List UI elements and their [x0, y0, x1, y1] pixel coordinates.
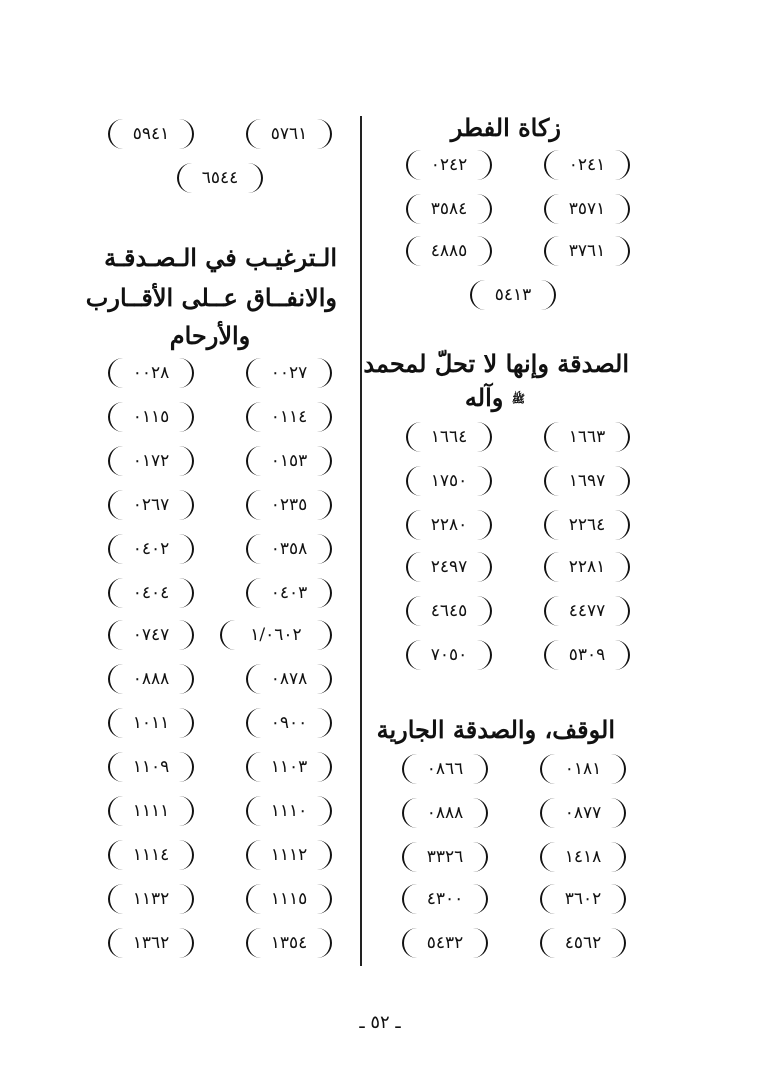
ref-number: ٠٣٥٨ [246, 534, 332, 564]
ref-number: ٤٤٧٧ [544, 596, 630, 626]
ref-number: ٥٧٦١ [246, 119, 332, 149]
ref-number: ٠٨٨٨ [402, 798, 488, 828]
section-title-sadaqa-line2 [465, 380, 525, 418]
ref-number: ٢٤٩٧ [406, 552, 492, 582]
ref-number: ١٣٦٢ [108, 928, 194, 958]
ref-number: ١١١٥ [246, 884, 332, 914]
ref-number: ٠٢٦٧ [108, 490, 194, 520]
ref-number: ٣٧٦١ [544, 236, 630, 266]
ref-number: ٢٢٦٤ [544, 510, 630, 540]
ref-number: ١٣٥٤ [246, 928, 332, 958]
ref-number: ٣٥٨٤ [406, 194, 492, 224]
section-title-tarhib-line3: والأرحام [169, 321, 251, 350]
ref-number: ٠١٧٢ [108, 446, 194, 476]
ref-number: ٤٦٤٥ [406, 596, 492, 626]
ref-number: ٠٨٦٦ [402, 754, 488, 784]
ref-number: ٠٢٤٢ [406, 150, 492, 180]
ref-number: ٧٠٥٠ [406, 640, 492, 670]
section-title-sadaqa-line1: الصدقة وإنها لا تحلّ لمحمد [363, 349, 629, 378]
column-divider [360, 116, 362, 966]
ref-number: ١١٠٣ [246, 752, 332, 782]
ref-number: ٠١٥٣ [246, 446, 332, 476]
section-title-zakat: زكاة الفطر [450, 113, 561, 142]
ref-number: ٠٤٠٣ [246, 578, 332, 608]
ref-number: ٠١١٥ [108, 402, 194, 432]
ref-number: ٤٥٦٢ [540, 928, 626, 958]
ref-number: ٠٠٢٨ [108, 358, 194, 388]
ref-number: ١١١٠ [246, 796, 332, 826]
ref-number: ١٠١١ [108, 708, 194, 738]
ref-number: ٤٣٠٠ [402, 884, 488, 914]
section-title-waqf: الوقف، والصدقة الجارية [376, 715, 615, 744]
ref-number: ٢٢٨٠ [406, 510, 492, 540]
ref-number: ٣٦٠٢ [540, 884, 626, 914]
ref-number: ٠٠٢٧ [246, 358, 332, 388]
ref-number: ٤٨٨٥ [406, 236, 492, 266]
ref-number: ١١١١ [108, 796, 194, 826]
ref-number: ١٦٦٤ [406, 422, 492, 452]
ref-number: ٢٢٨١ [544, 552, 630, 582]
ref-number: ٥٤٣٢ [402, 928, 488, 958]
ref-number: ٣٣٢٦ [402, 842, 488, 872]
ref-number: ٠٨٨٨ [108, 664, 194, 694]
ref-number: ١١١٤ [108, 840, 194, 870]
ref-number: ١١١٢ [246, 840, 332, 870]
ref-number: ٠٤٠٢ [108, 534, 194, 564]
ref-number: ١٧٥٠ [406, 466, 492, 496]
ref-number: ١٦٩٧ [544, 466, 630, 496]
ref-number: ١٦٦٣ [544, 422, 630, 452]
sadaqa-title-wa-aalih: وآله [464, 383, 504, 412]
ref-number: ٠٩٠٠ [246, 708, 332, 738]
ref-number: ٠١٨١ [540, 754, 626, 784]
ref-number: ٠٢٣٥ [246, 490, 332, 520]
section-title-tarhib-line2: والانفــاق عــلى الأقــارب [85, 283, 337, 312]
ref-number: ٥٩٤١ [108, 119, 194, 149]
ref-number: ٠٢٤١ [544, 150, 630, 180]
ref-number: ١١٣٢ [108, 884, 194, 914]
ref-number: ٠٧٤٧ [108, 620, 194, 650]
salla-symbol: ﷺ [511, 392, 525, 406]
ref-number: ١/٠٦٠٢ [220, 620, 332, 650]
ref-number: ٦٥٤٤ [177, 163, 263, 193]
ref-number: ٠٤٠٤ [108, 578, 194, 608]
page-number: ـ ٥٢ ـ [359, 1012, 401, 1033]
ref-number: ٥٤١٣ [470, 280, 556, 310]
ref-number: ٥٣٠٩ [544, 640, 630, 670]
ref-number: ١٤١٨ [540, 842, 626, 872]
ref-number: ٠٨٧٨ [246, 664, 332, 694]
ref-number: ٠٨٧٧ [540, 798, 626, 828]
section-title-tarhib-line1: الـترغيـب في الـصـدقـة [104, 243, 337, 272]
ref-number: ١١٠٩ [108, 752, 194, 782]
ref-number: ٣٥٧١ [544, 194, 630, 224]
ref-number: ٠١١٤ [246, 402, 332, 432]
